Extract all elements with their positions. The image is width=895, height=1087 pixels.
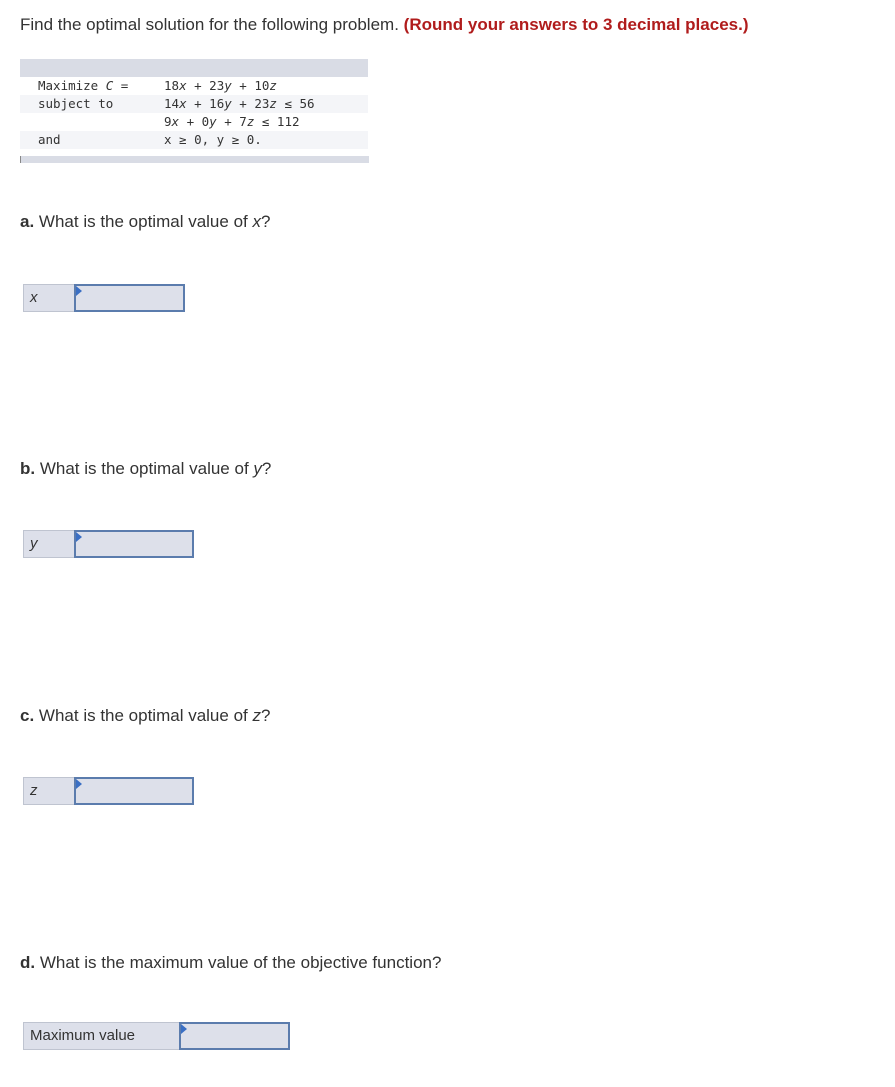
question-c-text: What is the optimal value of [38, 706, 248, 725]
constraint-2: 9x + 0y + 7z ≤ 112 [164, 114, 300, 129]
question-a-text: What is the optimal value of [38, 212, 248, 231]
answer-row-z [23, 777, 194, 805]
question-a [20, 212, 270, 232]
subject-to-label: subject to [38, 96, 114, 111]
answer-input-z[interactable] [74, 777, 194, 805]
question-a-var: x [252, 212, 261, 231]
question-a-letter: a. [20, 212, 35, 231]
answer-input-x[interactable] [74, 284, 185, 312]
question-b-letter: b. [20, 459, 36, 478]
table-top-bar [20, 59, 368, 77]
question-c-var: z [252, 706, 261, 725]
nonnegativity-row [20, 131, 368, 149]
answer-input-max[interactable] [179, 1022, 290, 1050]
question-c [20, 706, 270, 726]
objective-row [20, 77, 368, 95]
answer-label-max: Maximum value [23, 1022, 179, 1050]
question-d-text: What is the maximum value of the objective function? [39, 953, 442, 972]
constraint-1: 14x + 16y + 23z ≤ 56 [164, 96, 315, 111]
answer-row-y [23, 530, 194, 558]
rounding-note: (Round your answers to 3 decimal places.) [403, 15, 749, 34]
question-b [20, 459, 271, 479]
question-b-text: What is the optimal value of [39, 459, 249, 478]
question-a-suffix: ? [260, 212, 271, 231]
instructions [20, 15, 749, 35]
nonnegativity-constraint: x ≥ 0, y ≥ 0. [164, 132, 262, 147]
question-c-letter: c. [20, 706, 35, 725]
question-c-suffix: ? [260, 706, 271, 725]
constraint-row-1 [20, 95, 368, 113]
objective-label: Maximize C = [38, 78, 129, 93]
question-d [20, 953, 441, 973]
answer-input-z-wrap [74, 777, 194, 805]
and-label: and [38, 132, 61, 147]
answer-label-y: y [23, 530, 74, 558]
answer-row-x [23, 284, 185, 312]
answer-input-y[interactable] [74, 530, 194, 558]
answer-row-max [23, 1022, 290, 1050]
constraint-row-2 [20, 113, 368, 131]
question-b-var: y [253, 459, 262, 478]
lp-problem-table [20, 59, 368, 165]
table-bottom-bar [20, 156, 369, 163]
instructions-text: Find the optimal solution for the following problem. [20, 15, 399, 34]
answer-label-z: z [23, 777, 74, 805]
answer-input-x-wrap [74, 284, 185, 312]
question-d-letter: d. [20, 953, 36, 972]
answer-input-max-wrap [179, 1022, 290, 1050]
answer-input-y-wrap [74, 530, 194, 558]
answer-label-x: x [23, 284, 74, 312]
question-b-suffix: ? [261, 459, 272, 478]
objective-expression: 18x + 23y + 10z [164, 78, 277, 93]
